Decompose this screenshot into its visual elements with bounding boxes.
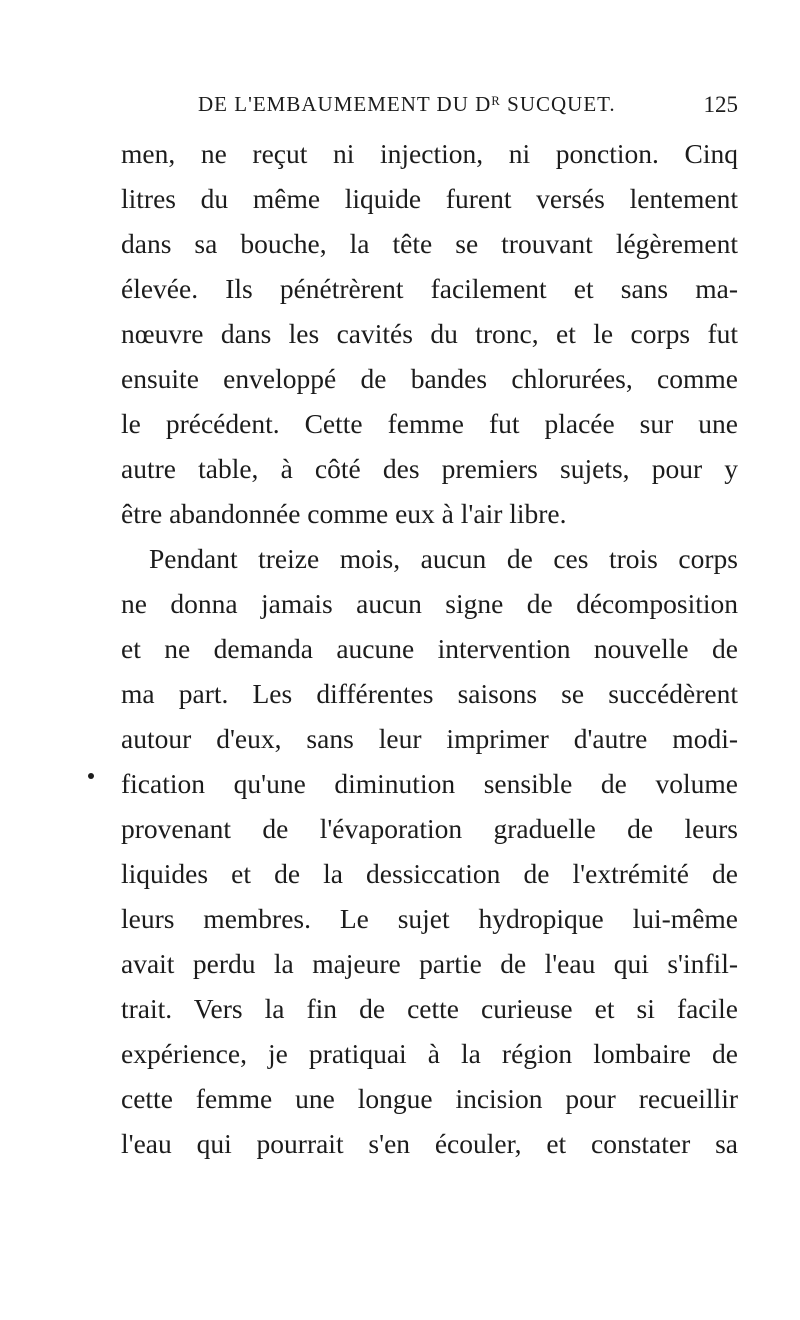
text-line: ensuite enveloppé de bandes chlorurées, comme <box>121 363 738 394</box>
text-line: ne donna jamais aucun signe de décomposition <box>121 588 738 619</box>
text-line: élevée. Ils pénétrèrent facilement et sans ma- <box>121 273 738 304</box>
running-head <box>198 92 738 122</box>
text-line: avait perdu la majeure partie de l'eau qui s'infil- <box>121 948 738 979</box>
text-line: cette femme une longue incision pour recueillir <box>121 1083 738 1114</box>
body-text <box>121 131 738 1166</box>
text-line: men, ne reçut ni injection, ni ponction. Cinq <box>121 138 738 169</box>
text-line: provenant de l'évaporation graduelle de leurs <box>121 813 738 844</box>
text-line: ma part. Les différentes saisons se succédèrent <box>121 678 738 709</box>
text-line: et ne demanda aucune intervention nouvelle de <box>121 633 738 664</box>
text-line: le précédent. Cette femme fut placée sur une <box>121 408 738 439</box>
running-title: DE L'EMBAUMEMENT DU Dᴿ SUCQUET. <box>198 92 616 116</box>
text-line: liquides et de la dessiccation de l'extrémité de <box>121 858 738 889</box>
margin-dot-mark <box>88 773 94 779</box>
paragraph-end-line: être abandonnée comme eux à l'air libre. <box>121 498 567 529</box>
text-line: fication qu'une diminution sensible de volume <box>121 768 738 799</box>
text-line: litres du même liquide furent versés lentement <box>121 183 738 214</box>
text-line: trait. Vers la fin de cette curieuse et si facile <box>121 993 738 1024</box>
page-number: 125 <box>703 92 738 117</box>
text-line: dans sa bouche, la tête se trouvant légèrement <box>121 228 738 259</box>
text-line: expérience, je pratiquai à la région lombaire de <box>121 1038 738 1069</box>
text-line: leurs membres. Le sujet hydropique lui-même <box>121 903 738 934</box>
text-line: autre table, à côté des premiers sujets, pour y <box>121 453 738 484</box>
text-line: l'eau qui pourrait s'en écouler, et constater sa <box>121 1128 738 1159</box>
paragraph-start-line: Pendant treize mois, aucun de ces trois corps <box>149 543 738 574</box>
text-line: autour d'eux, sans leur imprimer d'autre modi- <box>121 723 738 754</box>
text-line: nœuvre dans les cavités du tronc, et le corps fut <box>121 318 738 349</box>
